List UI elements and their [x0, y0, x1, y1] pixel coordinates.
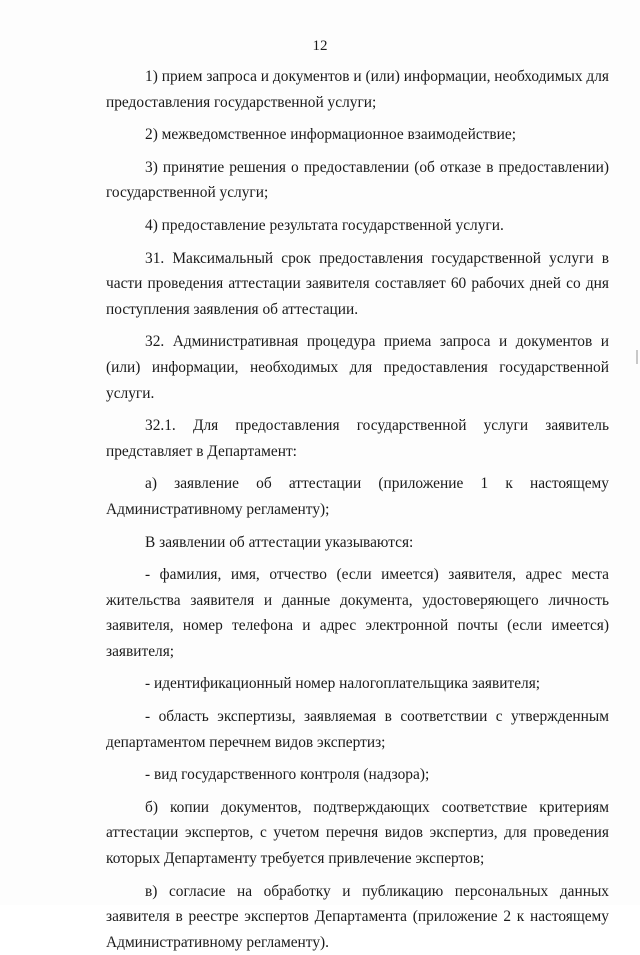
- paragraph-item-v: в) согласие на обработку и публикацию персональных данных заявителя в реестре экспертов Департамента (приложение 2 к настоящему Административному регламенту).: [106, 882, 609, 951]
- paragraph-item-3: 3) принятие решения о предоставлении (об отказе в предоставлении) государственной услуги;: [106, 158, 609, 202]
- paragraph-item-4: 4) предоставление результата государственной услуги.: [145, 216, 504, 234]
- paragraph-application-contents: В заявлении об аттестации указываются:: [145, 533, 414, 551]
- paragraph-clause-32-1: 32.1. Для предоставления государственной услуги заявитель представляет в Департамент:: [106, 417, 609, 460]
- paragraph-item-b: б) копии документов, подтверждающих соответствие критериям аттестации экспертов, с учетом перечня видов экспертиз, для проведения которых Департаменту требуется привлечение экспертов;: [106, 798, 609, 868]
- paragraph-clause-32: 32. Административная процедура приема запроса и документов и (или) информации, необходимых для предоставления государственной услуги.: [106, 333, 609, 402]
- paragraph-bullet-inn: - идентификационный номер налогоплательщика заявителя;: [145, 675, 541, 693]
- paragraph-item-1: 1) прием запроса и документов и (или) информации, необходимых для предоставления государственной услуги;: [106, 68, 609, 111]
- paragraph-item-2: 2) межведомственное информационное взаимодействие;: [145, 126, 516, 144]
- paragraph-bullet-control: - вид государственного контроля (надзора);: [145, 766, 430, 784]
- scan-edge-mark: [636, 350, 638, 364]
- paragraph-bullet-name: - фамилия, имя, отчество (если имеется) заявителя, адрес места жительства заявителя и данные документа, удостоверяющего личность заявителя, номер телефона и адрес электронной почты (если имеется) заявителя;: [106, 566, 609, 660]
- document-body: [106, 64, 609, 955]
- paragraph-item-a: а) заявление об аттестации (приложение 1 к настоящему Административному регламенту);: [106, 475, 609, 518]
- paragraph-bullet-expertise: - область экспертизы, заявляемая в соответствии с утвержденным департаментом перечнем видов экспертиз;: [106, 708, 609, 751]
- paragraph-clause-31: 31. Максимальный срок предоставления государственной услуги в части проведения аттестации заявителя составляет 60 рабочих дней со дня поступления заявления об аттестации.: [106, 249, 609, 318]
- page-number: 12: [312, 38, 328, 54]
